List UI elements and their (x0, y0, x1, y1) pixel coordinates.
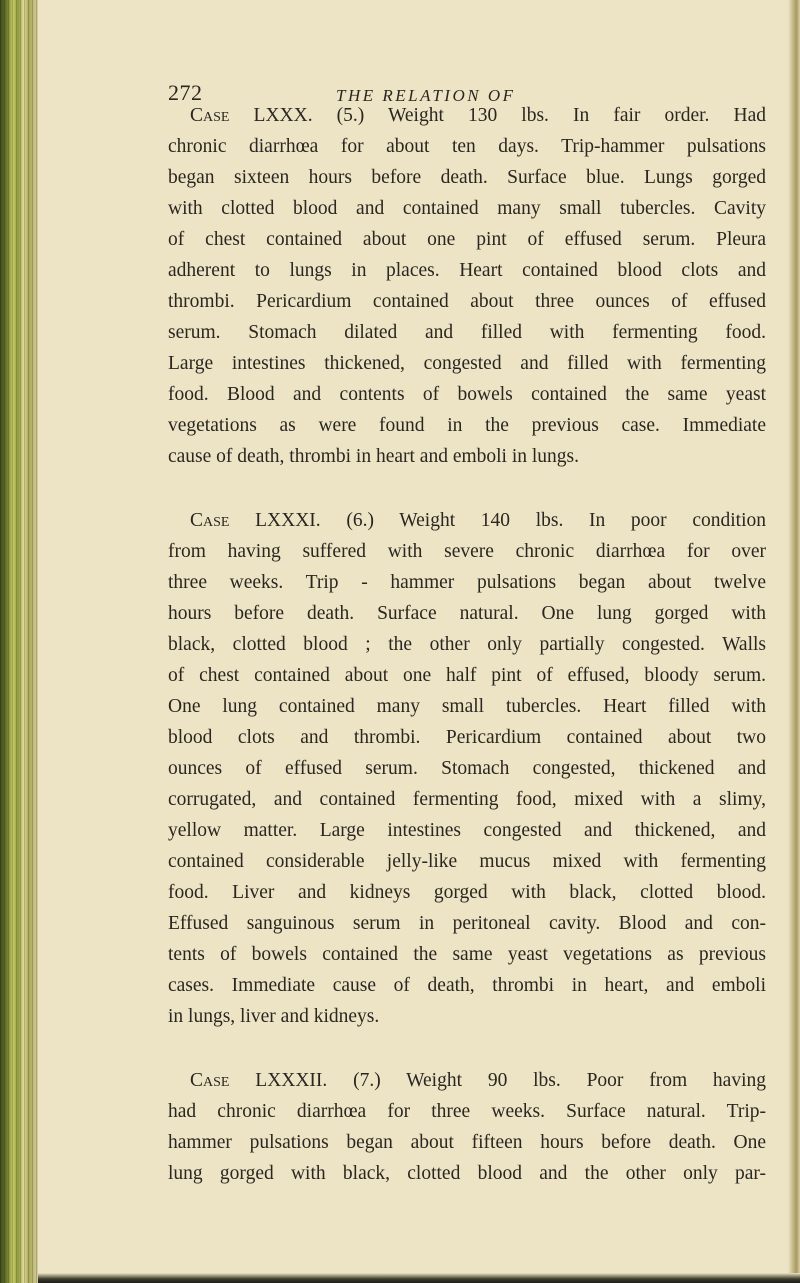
text-line: cause of death, thrombi in heart and emboli in lungs. (168, 446, 580, 467)
text-line: thrombi. Pericardium contained about three ounces of effused (168, 291, 766, 312)
case-paragraph-lxxxii (168, 1065, 766, 1189)
text-line: One lung contained many small tubercles. Heart filled with (168, 696, 766, 717)
case-label: Case (190, 105, 230, 126)
page-right-edge (788, 0, 800, 1283)
case-label: Case (190, 510, 230, 531)
text-line: hammer pulsations began about fifteen hours before death. One (168, 1132, 766, 1153)
text-line (168, 100, 766, 131)
text-line: adherent to lungs in places. Heart contained blood clots and (168, 260, 766, 281)
text-line: corrugated, and contained fermenting food, mixed with a slimy, (168, 789, 766, 810)
binding-texture (0, 0, 38, 1283)
text-line: hours before death. Surface natural. One lung gorged with (168, 603, 766, 624)
text-line: vegetations as were found in the previous case. Immediate (168, 415, 766, 436)
text-line: from having suffered with severe chronic diarrhœa for over (168, 541, 766, 562)
text-line: black, clotted blood ; the other only partially congested. Walls (168, 634, 766, 655)
text-line-content: LXXXI. (6.) Weight 140 lbs. In poor condition (229, 510, 766, 531)
text-line: ounces of effused serum. Stomach congested, thickened and (168, 758, 766, 779)
text-line: had chronic diarrhœa for three weeks. Surface natural. Trip- (168, 1101, 766, 1122)
text-line: cases. Immediate cause of death, thrombi in heart, and emboli (168, 975, 766, 996)
text-line: of chest contained about one pint of effused serum. Pleura (168, 229, 766, 250)
text-line: tents of bowels contained the same yeast vegetations as previous (168, 944, 766, 965)
text-line: with clotted blood and contained many small tubercles. Cavity (168, 198, 766, 219)
text-line (168, 1065, 766, 1096)
text-line (168, 505, 766, 536)
text-line: blood clots and thrombi. Pericardium contained about two (168, 727, 766, 748)
case-paragraph-lxxx (168, 100, 766, 472)
text-line: Large intestines thickened, congested and filled with fermenting (168, 353, 766, 374)
text-line-content: LXXXII. (7.) Weight 90 lbs. Poor from having (229, 1070, 766, 1091)
case-label: Case (190, 1070, 230, 1091)
text-line: food. Blood and contents of bowels contained the same yeast (168, 384, 766, 405)
text-line: yellow matter. Large intestines congested and thickened, and (168, 820, 766, 841)
text-line: Effused sanguinous serum in peritoneal cavity. Blood and con- (168, 913, 766, 934)
case-paragraph-lxxxi (168, 505, 766, 1032)
text-line: lung gorged with black, clotted blood and the other only par- (168, 1163, 766, 1184)
running-head: THE RELATION OF (336, 86, 516, 105)
text-line: of chest contained about one half pint of effused, bloody serum. (168, 665, 766, 686)
page-text-block (168, 100, 766, 1222)
text-line: three weeks. Trip - hammer pulsations began about twelve (168, 572, 766, 593)
page-number: 272 (168, 80, 203, 105)
text-line-content: LXXX. (5.) Weight 130 lbs. In fair order. Had (229, 105, 766, 126)
text-line: chronic diarrhœa for about ten days. Trip-hammer pulsations (168, 136, 766, 157)
text-line: serum. Stomach dilated and filled with fermenting food. (168, 322, 766, 343)
text-line: contained considerable jelly-like mucus mixed with fermenting (168, 851, 766, 872)
text-line: food. Liver and kidneys gorged with black, clotted blood. (168, 882, 766, 903)
page-bottom-edge (38, 1273, 800, 1283)
text-line: began sixteen hours before death. Surface blue. Lungs gorged (168, 167, 766, 188)
text-line: in lungs, liver and kidneys. (168, 1006, 380, 1027)
